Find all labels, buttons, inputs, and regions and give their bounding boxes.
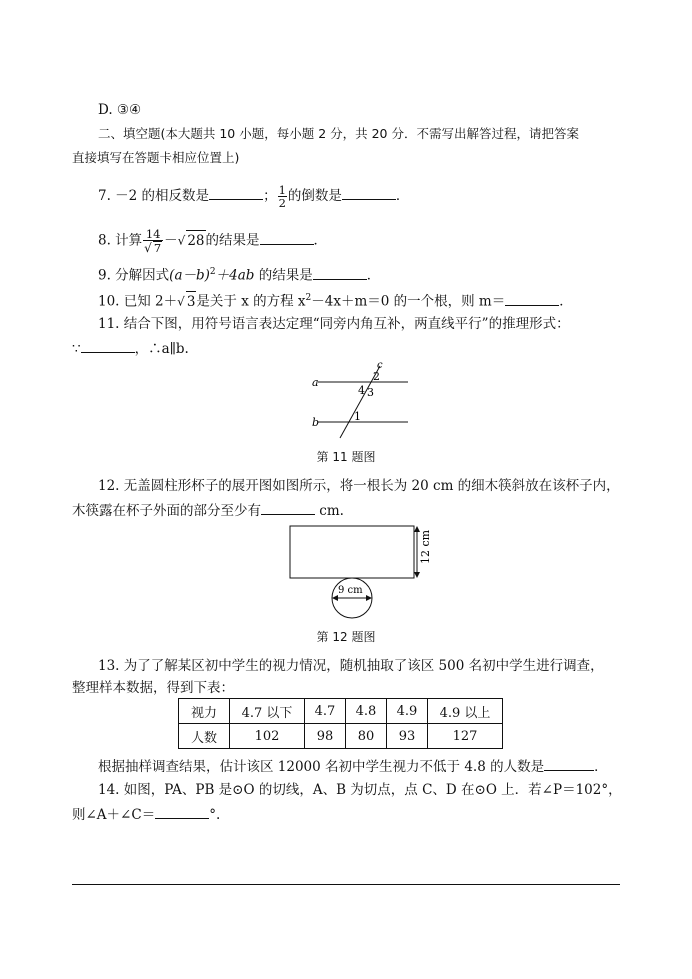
- cup-side-rect: [290, 526, 414, 578]
- table-cell: 102: [230, 724, 305, 749]
- table-cell: 127: [428, 724, 503, 749]
- table-row: [179, 699, 503, 724]
- question-11-line2: ∵ ，∴a∥b.: [72, 338, 189, 359]
- table-cell: 4.9: [387, 699, 428, 724]
- question-8: 8. 计算 $\frac{14}{√ 7}$ －√ 28的结果是 ．: [98, 227, 327, 255]
- table-cell: 人数: [179, 724, 230, 749]
- answer-blank: [261, 500, 315, 515]
- answer-blank: [544, 756, 594, 771]
- fraction: $\frac{1}{2}$: [278, 183, 286, 210]
- table-cell: 4.7: [305, 699, 346, 724]
- option-d: D. ③④: [98, 102, 142, 118]
- label-c: c: [377, 360, 383, 371]
- height-label: 12 cm: [419, 529, 432, 564]
- vision-table: [178, 698, 503, 749]
- answer-blank: [505, 291, 559, 306]
- answer-blank: [81, 338, 135, 353]
- question-10: 10. 已知 2＋√ 3是关于 x 的方程 $x^2-4x+m=0$ 的一个根，则 m＝ ．: [98, 288, 573, 312]
- question-12-line2: 木筷露在杯子外面的部分至少有 cm.: [72, 500, 344, 521]
- angle-1: 1: [354, 410, 361, 423]
- answer-blank: [155, 804, 209, 819]
- question-14-line2: 则∠A＋∠C＝ °.: [72, 804, 220, 825]
- table-cell: 4.8: [346, 699, 387, 724]
- answer-blank: [260, 230, 314, 245]
- table-cell: 98: [305, 724, 346, 749]
- label-b: b: [312, 416, 320, 429]
- question-13-line1: 13. 为了了解某区初中学生的视力情况，随机抽取了该区 500 名初中学生进行调查，: [98, 658, 604, 674]
- figure-12: [286, 522, 436, 624]
- question-13-line3: 根据抽样调查结果，估计该区 12000 名初中学生视力不低于 4.8 的人数是 ．: [98, 756, 608, 777]
- table-cell: 80: [346, 724, 387, 749]
- figure-11-caption: 第 11 题图: [316, 450, 376, 464]
- angle-2: 2: [373, 370, 380, 383]
- section-heading-line2: 直接填写在答题卡相应位置上): [72, 150, 240, 165]
- angle-4: 4: [358, 384, 365, 397]
- table-cell: 4.7 以下: [230, 699, 305, 724]
- table-cell: 4.9 以上: [428, 699, 503, 724]
- diameter-label: 9 cm: [338, 585, 363, 596]
- question-11-line1: 11. 结合下图，用符号语言表达定理“同旁内角互补，两直线平行”的推理形式：: [98, 316, 570, 332]
- figure-11: [300, 356, 420, 440]
- question-7: 7. －2 的相反数是 ； $\frac{1}{2}$ 的倒数是 ．: [98, 183, 410, 210]
- label-a: a: [312, 376, 319, 389]
- fraction: $\frac{14}{√ 7}$: [144, 227, 162, 255]
- footer-divider: [72, 884, 620, 885]
- table-row: [179, 724, 503, 749]
- question-9: 9. 分解因式$(a-b)^2+4ab$ 的结果是 ．: [98, 262, 380, 286]
- section-heading-line1: 二、填空题(本大题共 10 小题，每小题 2 分，共 20 分．不需写出解答过程，请把答案: [98, 126, 579, 141]
- figure-12-caption: 第 12 题图: [316, 630, 376, 644]
- angle-3: 3: [367, 386, 374, 399]
- question-12-line1: 12. 无盖圆柱形杯子的展开图如图所示，将一根长为 20 cm 的细木筷斜放在该杯子内，: [98, 478, 620, 494]
- answer-blank: [209, 185, 263, 200]
- question-13-line2: 整理样本数据，得到下表：: [72, 680, 234, 696]
- table-cell: 视力: [179, 699, 230, 724]
- answer-blank: [342, 185, 396, 200]
- table-cell: 93: [387, 724, 428, 749]
- answer-blank: [313, 265, 367, 280]
- question-14-line1: 14. 如图，PA、PB 是⊙O 的切线，A、B 为切点，点 C、D 在⊙O 上．若∠P＝102°，: [98, 782, 622, 798]
